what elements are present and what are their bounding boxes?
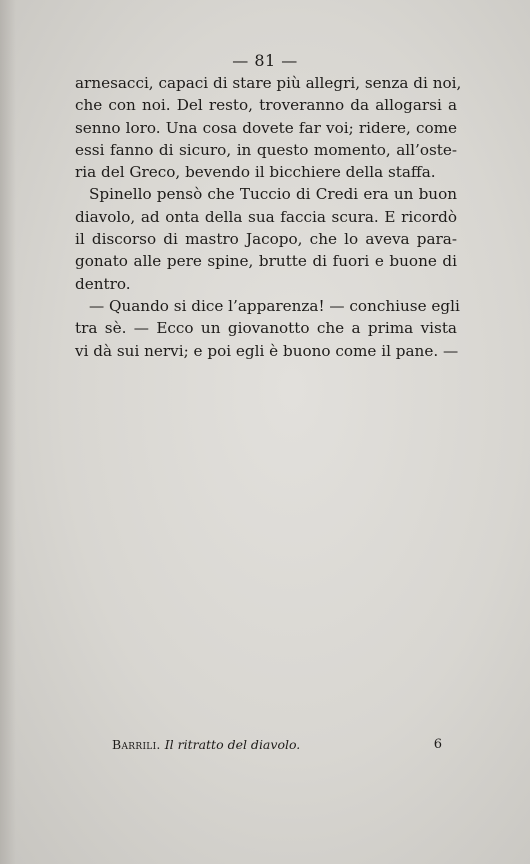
text-line: tra sè. — Ecco un giovanotto che a prima vista: [75, 319, 457, 338]
signature-mark: 6: [433, 737, 442, 752]
footer-title: Il ritratto del diavolo.: [164, 737, 301, 752]
text-line: ria del Greco, bevendo il bicchiere della staffa.: [75, 163, 436, 182]
page-edge-shadow: [0, 0, 16, 864]
text-line: Spinello pensò che Tuccio di Credi era un buon: [89, 185, 457, 204]
text-line: essi fanno di sicuro, in questo momento, all’oste-: [75, 140, 457, 159]
text-line: diavolo, ad onta della sua faccia scura. E ricordò: [75, 207, 457, 226]
text-line: il discorso di mastro Jacopo, che lo aveva para-: [75, 230, 457, 249]
page-number: — 81 —: [232, 51, 298, 70]
text-line: senno loro. Una cosa dovete far voi; ridere, come: [75, 118, 457, 137]
footer-author: Barrili.: [112, 737, 161, 752]
text-line: dentro.: [75, 274, 131, 293]
text-line: — Quando si dice l’apparenza! — conchiuse egli: [89, 296, 460, 315]
text-line: gonato alle pere spine, brutte di fuori e buone di: [75, 252, 457, 271]
text-line: vi dà sui nervi; e poi egli è buono come il pane. —: [75, 341, 459, 360]
page-footer: [112, 736, 454, 754]
body-text: [75, 72, 462, 362]
text-line: arnesacci, capaci di stare più allegri, senza di noi,: [75, 74, 462, 92]
text-line: che con noi. Del resto, troveranno da allogarsi a: [75, 96, 457, 115]
